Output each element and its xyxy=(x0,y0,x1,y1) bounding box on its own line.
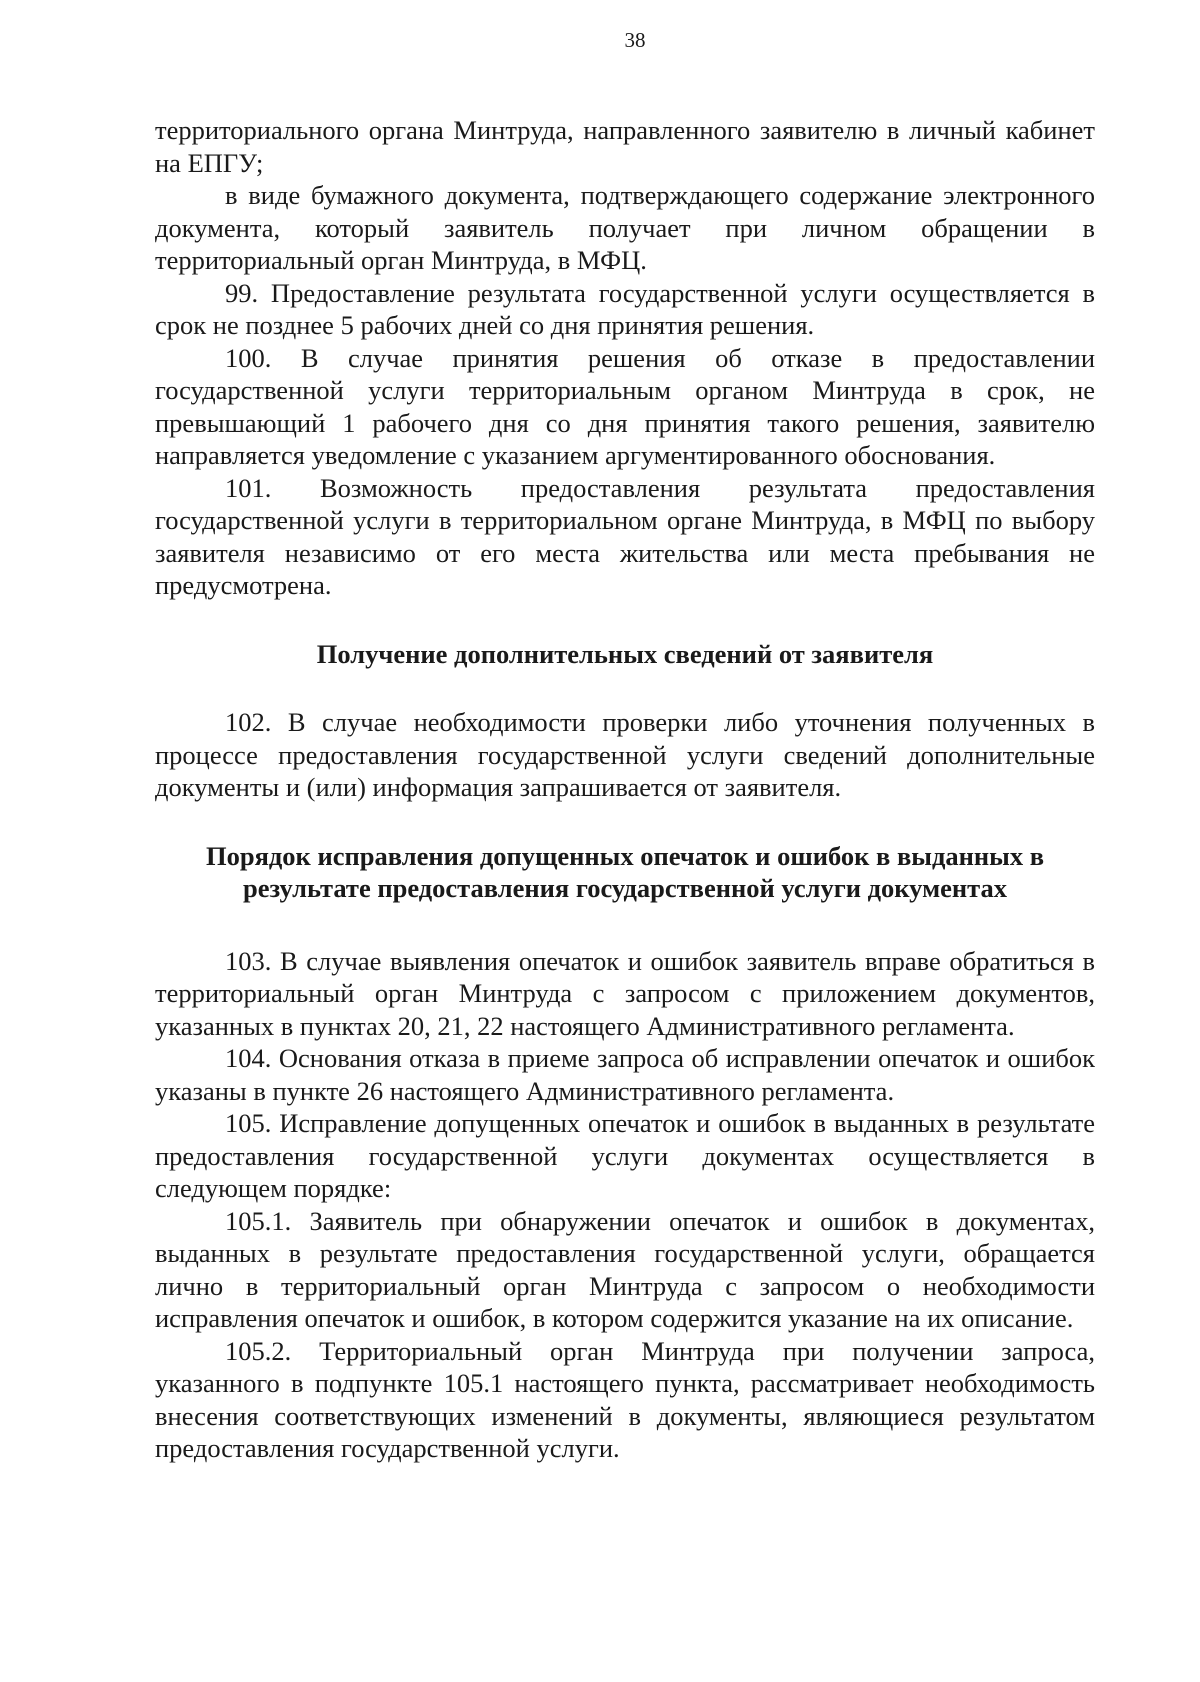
paragraph: территориального органа Минтруда, направленного заявителю в личный кабинет на ЕПГУ; xyxy=(155,115,1095,178)
section-heading-error-correction: Порядок исправления допущенных опечаток и ошибок в выданных в результате предоставления государственной услуги документах xyxy=(205,840,1045,903)
paragraph: 104. Основания отказа в приеме запроса об исправлении опечаток и ошибок указаны в пункте 26 настоящего Административного регламента. xyxy=(155,1043,1095,1106)
section-additional-info xyxy=(155,706,1095,804)
paragraph: 100. В случае принятия решения об отказе в предоставлении государственной услуги территориальным органом Минтруда в срок, не превышающий 1 рабочего дня со дня принятия такого решения, заявителю направляется уведомление с указанием аргументированного обоснования. xyxy=(155,342,1095,470)
paragraph: в виде бумажного документа, подтверждающего содержание электронного документа, который заявитель получает при личном обращении в территориальный орган Минтруда, в МФЦ. xyxy=(155,180,1095,275)
paragraph: 102. В случае необходимости проверки либо уточнения полученных в процессе предоставления государственной услуги сведений дополнительные документы и (или) информация запрашивается от заявителя. xyxy=(155,707,1095,802)
section-heading-additional-info: Получение дополнительных сведений от заявителя xyxy=(316,638,934,669)
page-number: 38 xyxy=(624,28,646,52)
paragraph: 99. Предоставление результата государственной услуги осуществляется в срок не позднее 5 рабочих дней со дня принятия решения. xyxy=(155,277,1095,340)
paragraph: 105.2. Территориальный орган Минтруда при получении запроса, указанного в подпункте 105.1 настоящего пункта, рассматривает необходимость внесения соответствующих изменений в документы, являющиеся результатом предоставления государственной услуги. xyxy=(155,1335,1095,1463)
document-page xyxy=(155,28,1095,1465)
paragraph: 103. В случае выявления опечаток и ошибок заявитель вправе обратиться в территориальный орган Минтруда с запросом с приложением документов, указанных в пунктах 20, 21, 22 настоящего Административного регламента. xyxy=(155,945,1095,1041)
paragraph: 105.1. Заявитель при обнаружении опечаток и ошибок в документах, выданных в результате предоставления государственной услуги, обращается лично в территориальный орган Минтруда с запросом о необходимости исправления опечаток и ошибок, в котором содержится указание на их описание. xyxy=(155,1205,1095,1333)
section-error-correction xyxy=(155,945,1095,1465)
paragraph: 105. Исправление допущенных опечаток и ошибок в выданных в результате предоставления государственной услуги документах осуществляется в следующем порядке: xyxy=(155,1108,1095,1203)
paragraph: 101. Возможность предоставления результата предоставления государственной услуги в территориальном органе Минтруда, в МФЦ по выбору заявителя независимо от его места жительства или места пребывания не предусмотрена. xyxy=(155,472,1095,600)
section-result-delivery xyxy=(155,114,1095,602)
